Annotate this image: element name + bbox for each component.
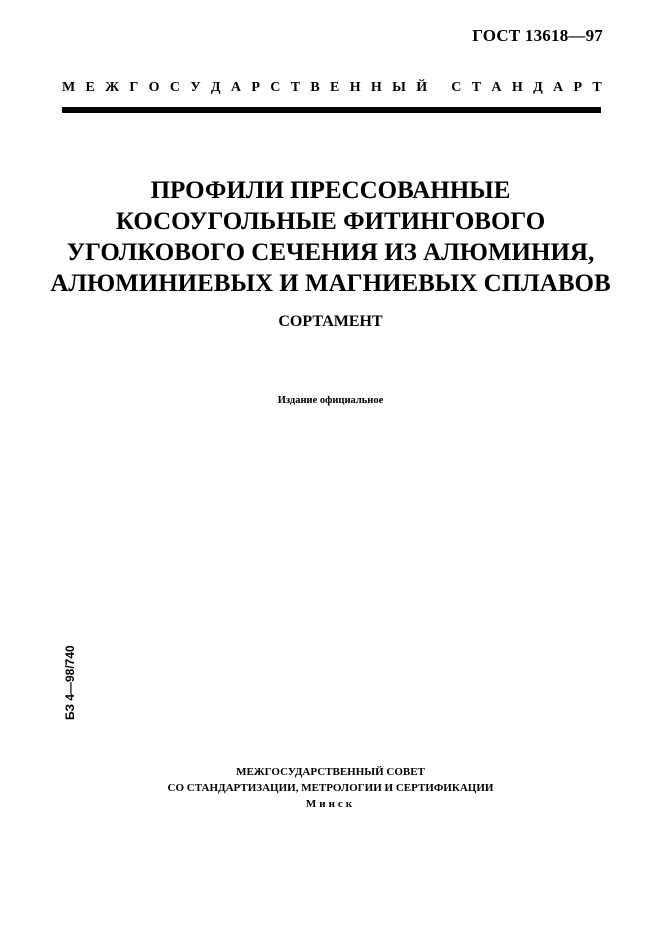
header-letter: Д (533, 80, 543, 95)
title-line: ПРОФИЛИ ПРЕССОВАННЫЕ (150, 177, 511, 204)
header-letter: Н (370, 80, 382, 95)
header-letter: В (310, 80, 320, 95)
header-letter: У (190, 80, 201, 95)
header-letter: Р (251, 80, 260, 95)
header-letter: Ы (392, 80, 406, 95)
header-letter: Т (592, 80, 602, 95)
side-catalog-code: БЗ 4—98/740 (63, 645, 77, 720)
header-letter: Р (573, 80, 583, 95)
publisher-line: СО СТАНДАРТИЗАЦИИ, МЕТРОЛОГИИ И СЕРТИФИКАЦИИ (167, 782, 494, 794)
header-letter: Й (416, 80, 428, 95)
header-letter: С (169, 80, 180, 95)
header-letter: А (491, 80, 502, 95)
title-line: АЛЮМИНИЕВЫХ И МАГНИЕВЫХ СПЛАВОВ (50, 270, 611, 297)
header-letter: А (230, 80, 242, 95)
header-rule (62, 107, 601, 113)
document-title (0, 175, 661, 299)
header-letter: Н (511, 80, 523, 95)
header-letter: Д (210, 80, 221, 95)
header-letter (437, 80, 441, 96)
header-letter: Н (349, 80, 361, 95)
title-line: КОСОУГОЛЬНЫЕ ФИТИНГОВОГО (115, 208, 546, 235)
header-letter: С (451, 80, 462, 95)
document-number: ГОСТ 13618—97 (472, 26, 603, 45)
header-letter: Г (129, 80, 139, 95)
standard-type-header (62, 80, 602, 96)
header-letter: Е (85, 80, 95, 95)
publisher-city: Минск (305, 798, 356, 810)
publisher-block (0, 764, 661, 812)
header-letter: О (148, 80, 160, 95)
publisher-line: МЕЖГОСУДАРСТВЕННЫЙ СОВЕТ (236, 766, 425, 778)
header-letter: С (270, 80, 281, 95)
header-letter: Ж (105, 80, 120, 95)
edition-label: Издание официальное (277, 395, 384, 406)
title-line: УГОЛКОВОГО СЕЧЕНИЯ ИЗ АЛЮМИНИЯ, (66, 239, 595, 266)
header-letter: М (62, 80, 76, 95)
header-letter: Е (330, 80, 340, 95)
header-letter: А (553, 80, 564, 95)
header-letter: Т (471, 80, 482, 95)
header-letter: Т (290, 80, 301, 95)
document-subtitle: СОРТАМЕНТ (278, 313, 383, 330)
